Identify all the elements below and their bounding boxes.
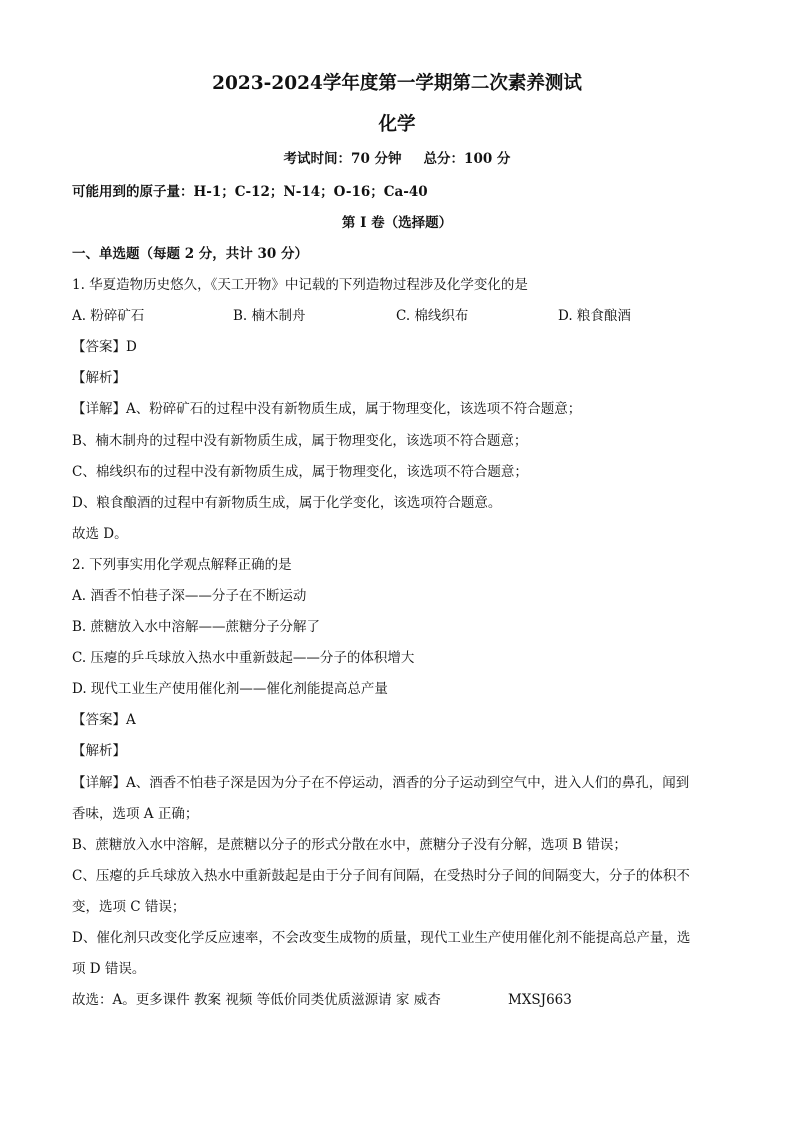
q2-option-b: B. 蔗糖放入水中溶解——蔗糖分子分解了	[72, 619, 321, 635]
q2-detail-line: D、催化剂只改变化学反应速率，不会改变生成物的质量，现代工业生产使用催化剂不能提高总产量，选	[72, 930, 691, 946]
volume-label: 第 I 卷（选择题）	[341, 215, 453, 231]
q2-conclusion: 故选：A。更多课件 教案 视频 等低价同类优质滋源请 家 威杏	[72, 992, 441, 1008]
q2-detail-line: C、压瘪的乒乓球放入热水中重新鼓起是由于分子间有间隔，在受热时分子间的间隔变大，分子的体积不	[72, 868, 690, 884]
subject-title: 化学	[378, 114, 416, 135]
section-heading: 一、单选题（每题 2 分，共计 30 分）	[72, 246, 308, 262]
q1-option-c: C. 棉线织布	[396, 308, 469, 324]
q2-option-c: C. 压瘪的乒乓球放入热水中重新鼓起——分子的体积增大	[72, 650, 415, 666]
q1-conclusion: 故选 D。	[72, 526, 128, 542]
exam-time-total	[0, 150, 794, 168]
q1-stem: 1. 华夏造物历史悠久，《天工开物》中记载的下列造物过程涉及化学变化的是	[72, 277, 528, 293]
watermark-code: MXSJ663	[508, 992, 572, 1008]
q1-option-b: B. 楠木制舟	[233, 308, 306, 324]
q1-detail-line: B、楠木制舟的过程中没有新物质生成，属于物理变化，该选项不符合题意；	[72, 433, 528, 449]
q2-analysis-label: 【解析】	[72, 743, 126, 759]
q1-option-a: A. 粉碎矿石	[72, 308, 145, 324]
q2-detail-line: 【详解】A、酒香不怕巷子深是因为分子在不停运动，酒香的分子运动到空气中，进入人们的鼻孔，闻到	[72, 775, 690, 791]
q2-option-d: D. 现代工业生产使用催化剂——催化剂能提高总产量	[72, 681, 388, 697]
q2-detail-line: 香味，选项 A 正确；	[72, 806, 199, 822]
q1-detail-line: 【详解】A、粉碎矿石的过程中没有新物质生成，属于物理变化，该选项不符合题意；	[72, 401, 582, 417]
q2-detail-line: 变，选项 C 错误；	[72, 899, 186, 915]
exam-time: 考试时间：70 分钟	[283, 151, 402, 167]
q1-option-d: D. 粮食酿酒	[558, 308, 631, 324]
q1-detail-line: D、粮食酿酒的过程中有新物质生成，属于化学变化，该选项符合题意。	[72, 495, 502, 511]
q1-answer: 【答案】D	[72, 339, 137, 355]
q2-detail-line: 项 D 错误。	[72, 961, 146, 977]
atomic-masses: 可能用到的原子量：H-1；C-12；N-14；O-16；Ca-40	[72, 184, 428, 200]
exam-title: 2023-2024学年度第一学期第二次素养测试	[212, 73, 582, 94]
q2-answer: 【答案】A	[72, 712, 136, 728]
q1-analysis-label: 【解析】	[72, 370, 126, 386]
total-score: 总分：100 分	[423, 151, 511, 167]
q1-detail-line: C、棉线织布的过程中没有新物质生成，属于物理变化，该选项不符合题意；	[72, 464, 528, 480]
q2-option-a: A. 酒香不怕巷子深——分子在不断运动	[72, 588, 307, 604]
q2-detail-line: B、蔗糖放入水中溶解，是蔗糖以分子的形式分散在水中，蔗糖分子没有分解，选项 B 错误；	[72, 837, 627, 853]
q2-stem: 2. 下列事实用化学观点解释正确的是	[72, 557, 292, 573]
